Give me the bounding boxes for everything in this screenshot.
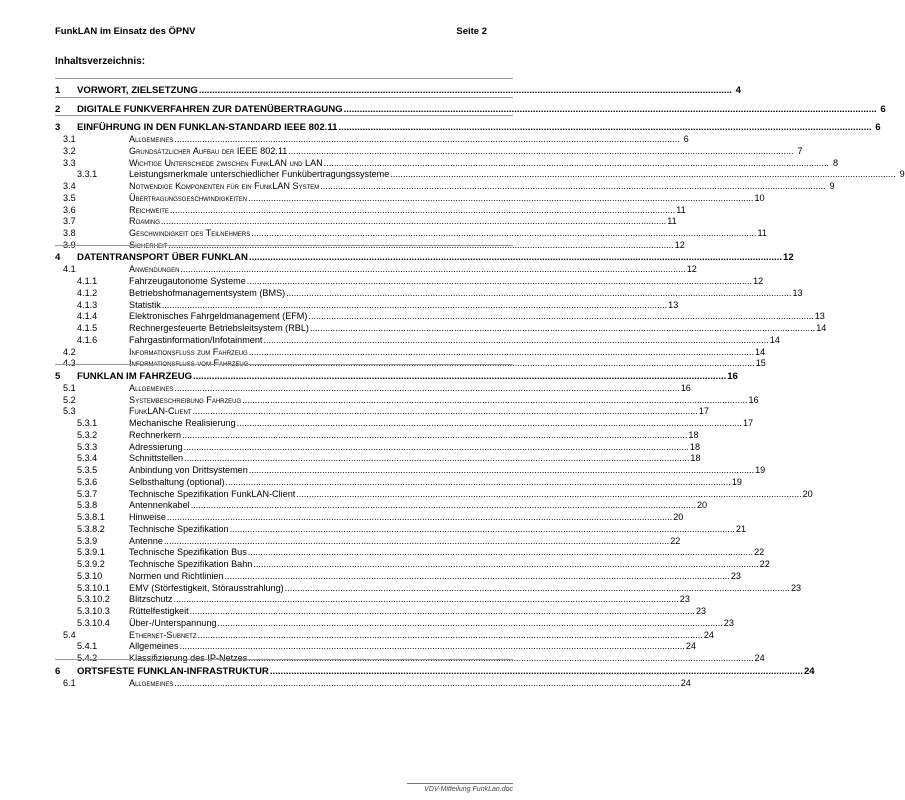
toc-entry-title: FunkLAN-Client xyxy=(129,406,192,417)
toc-entry-number: 5.4.1 xyxy=(77,641,98,652)
toc-leader-dots: ........................................................................................................................................................................................................ xyxy=(225,476,731,487)
toc-entry-title: Selbsthaltung (optional) xyxy=(129,476,225,487)
toc-entry-page: 6 xyxy=(683,134,689,144)
toc-entry-title: Hinweise xyxy=(129,512,166,522)
toc-entry-number: 5.3.5 xyxy=(77,465,98,475)
toc-entry-title: Blitzschutz xyxy=(129,594,173,605)
toc-leader-dots: ........................................................................................................................................................................................................ xyxy=(249,358,755,369)
toc-entry-number: 6.1 xyxy=(63,677,76,688)
toc-entry-page: 14 xyxy=(755,346,766,357)
toc-entry-number: 5.3.8 xyxy=(77,500,98,511)
toc-entry[interactable] xyxy=(63,227,767,239)
toc-entry-title: Roaming xyxy=(129,216,160,227)
toc-entry[interactable] xyxy=(63,464,766,476)
toc-entry[interactable] xyxy=(63,523,747,535)
toc-entry-number: 3.8 xyxy=(63,228,76,238)
toc-entry-number: 4.1.4 xyxy=(77,311,98,322)
toc-entry-title: Technische Spezifikation FunkLAN-Client xyxy=(129,488,296,499)
toc-entry-title: Allgemeines xyxy=(129,677,174,688)
toc-entry-page: 23 xyxy=(730,570,741,581)
toc-entry-page: 12 xyxy=(686,264,697,275)
toc-entry-page: 16 xyxy=(748,394,759,405)
toc-entry-title: Antennenkabel xyxy=(129,500,190,511)
toc-leader-dots: ........................................................................................................................................................................................................ xyxy=(180,264,686,275)
toc-entry-number: 5.3.8.1 xyxy=(77,512,105,522)
toc-leader-dots: ........................................................................................................................................................................................................ xyxy=(246,276,753,286)
toc-entry[interactable] xyxy=(63,570,741,582)
toc-entry[interactable] xyxy=(63,168,905,180)
toc-leader-dots: ........................................................................................................................................................................................................ xyxy=(236,418,742,428)
toc-entry-page: 22 xyxy=(759,559,770,569)
toc-entry-number: 4.1.6 xyxy=(77,334,98,345)
toc-leader-dots: ........................................................................................................................................................................................................ xyxy=(247,547,754,558)
toc-entry[interactable] xyxy=(63,499,708,511)
toc-entry-page: 19 xyxy=(731,476,742,487)
toc-entry[interactable] xyxy=(63,192,765,204)
toc-entry[interactable] xyxy=(63,145,803,157)
header-document-title: FunkLAN im Einsatz des ÖPNV xyxy=(55,26,196,37)
toc-entry-page: 23 xyxy=(790,582,802,593)
toc-entry-title: DATENTRANSPORT ÜBER FUNKLAN xyxy=(77,252,248,264)
toc-entry-title: Statistik xyxy=(129,299,161,310)
toc-entry[interactable] xyxy=(63,334,780,346)
toc-entry-number: 5.3.6 xyxy=(77,476,98,487)
toc-entry-page: 24 xyxy=(680,677,691,688)
toc-entry-number: 4.1.1 xyxy=(77,276,98,286)
toc-entry-number: 3 xyxy=(55,122,61,133)
toc-leader-dots: ........................................................................................................................................................................................................ xyxy=(189,606,695,616)
toc-entry[interactable] xyxy=(63,593,690,605)
toc-entry[interactable] xyxy=(63,429,699,441)
toc-leader-dots: ........................................................................................................................................................................................................ xyxy=(197,629,703,640)
header-page-number: Seite 2 xyxy=(456,26,487,37)
toc-entry[interactable] xyxy=(63,417,754,429)
toc-entry-number: 5.3.2 xyxy=(77,429,98,440)
toc-entry[interactable] xyxy=(63,215,677,227)
toc-entry-number: 5.3.10.1 xyxy=(77,582,110,593)
toc-entry-number: 5.3.9 xyxy=(77,535,98,546)
toc-entry-number: 4.1 xyxy=(63,264,76,275)
toc-leader-dots: ........................................................................................................................................................................................................ xyxy=(190,500,696,511)
section-divider xyxy=(55,78,513,79)
toc-leader-dots: ........................................................................................................................................................................................................ xyxy=(248,465,755,475)
footer-divider xyxy=(407,783,513,784)
toc-leader-dots: ........................................................................................................................................................................................................ xyxy=(217,617,723,628)
toc-entry[interactable] xyxy=(63,382,691,394)
toc-entry[interactable] xyxy=(63,535,681,547)
toc-entry-page: 18 xyxy=(689,441,701,452)
toc-entry-page: 23 xyxy=(679,594,690,605)
toc-entry-number: 4.3 xyxy=(63,358,76,369)
toc-entry[interactable] xyxy=(63,180,835,192)
toc-entry-page: 11 xyxy=(676,204,686,215)
toc-entry-number: 5.3.10.4 xyxy=(77,617,110,628)
toc-entry-number: 5.3.8.2 xyxy=(77,523,105,534)
toc-leader-dots: ........................................................................................................................................................................................................ xyxy=(183,441,689,452)
toc-entry-number: 5.3.9.2 xyxy=(77,559,105,569)
toc-entry[interactable] xyxy=(63,629,714,641)
toc-leader-dots: ........................................................................................................................................................................................................ xyxy=(296,488,802,499)
toc-entry-page: 20 xyxy=(802,488,813,499)
toc-entry-page: 16 xyxy=(680,382,691,393)
toc-entry-number: 3.3.1 xyxy=(77,169,98,180)
toc-leader-dots: ........................................................................................................................................................................................................ xyxy=(224,570,730,581)
toc-entry-number: 5.3.9.1 xyxy=(77,547,105,558)
toc-entry[interactable] xyxy=(63,488,813,500)
toc-entry-number: 5.3.7 xyxy=(77,488,98,499)
toc-entry-title: Elektronisches Fahrgeldmanagement (EFM) xyxy=(129,311,308,322)
toc-entry-title: Notwendige Komponenten für ein FunkLAN System xyxy=(129,181,320,191)
toc-leader-dots: ........................................................................................................................................................................................................ xyxy=(166,512,673,522)
toc-leader-dots: ........................................................................................................................................................................................................ xyxy=(168,239,674,250)
page-footer: VDV-Mitteilung FunkLan.doc xyxy=(424,786,513,793)
toc-entry-page: 6 xyxy=(880,103,886,115)
toc-entry-number: 3.3 xyxy=(63,157,76,168)
toc-leader-dots: ........................................................................................................................................................................................................ xyxy=(251,228,757,238)
toc-entry-number: 3.4 xyxy=(63,181,76,191)
toc-entry-page: 23 xyxy=(695,606,707,616)
toc-entry[interactable] xyxy=(63,263,697,275)
toc-entry-page: 18 xyxy=(690,453,701,464)
toc-entry-number: 5.3.10.3 xyxy=(77,606,110,616)
section-divider xyxy=(55,364,513,365)
toc-entry[interactable] xyxy=(63,605,707,617)
toc-entry-page: 9 xyxy=(829,181,835,191)
toc-leader-dots: ........................................................................................................................................................................................................ xyxy=(160,216,667,227)
toc-entry-number: 5.3.10.2 xyxy=(77,594,110,605)
toc-leader-dots: ........................................................................................................................................................................................................ xyxy=(248,346,755,357)
toc-entry[interactable] xyxy=(63,322,827,334)
toc-entry-page: 13 xyxy=(792,287,803,298)
toc-entry-number: 2 xyxy=(55,103,61,115)
toc-entry-page: 12 xyxy=(753,276,764,286)
toc-leader-dots: ........................................................................................................................................................................................................ xyxy=(269,665,803,677)
toc-entry[interactable] xyxy=(63,394,759,406)
toc-entry-title: ORTSFESTE FUNKLAN-INFRASTRUKTUR xyxy=(77,665,269,677)
toc-entry-title: FUNKLAN IM FAHRZEUG xyxy=(77,370,193,382)
toc-entry[interactable] xyxy=(63,558,770,570)
toc-entry-number: 3.2 xyxy=(63,145,76,156)
toc-leader-dots: ........................................................................................................................................................................................................ xyxy=(242,394,748,405)
toc-entry-number: 3.5 xyxy=(63,192,76,203)
toc-entry[interactable] xyxy=(55,103,886,116)
toc-entry-title: Antenne xyxy=(129,535,163,546)
toc-entry-page: 17 xyxy=(698,406,709,417)
toc-entry-number: 4 xyxy=(55,252,61,264)
toc-entry-page: 17 xyxy=(742,418,754,428)
toc-leader-dots: ........................................................................................................................................................................................................ xyxy=(173,594,679,605)
toc-entry[interactable] xyxy=(63,157,839,169)
toc-entry-title: Anwendungen xyxy=(129,264,180,275)
toc-leader-dots: ........................................................................................................................................................................................................ xyxy=(248,192,754,203)
toc-leader-dots: ........................................................................................................................................................................................................ xyxy=(248,653,754,663)
toc-entry-number: 5.3 xyxy=(63,406,76,417)
toc-entry-title: Geschwindigkeit des Teilnehmers xyxy=(129,228,251,238)
toc-entry-title: Reichweite xyxy=(129,204,169,215)
toc-leader-dots: ........................................................................................................................................................................................................ xyxy=(323,157,830,168)
toc-leader-dots: ........................................................................................................................................................................................................ xyxy=(284,582,790,593)
toc-entry-page: 9 xyxy=(899,169,905,180)
toc-entry-title: Systembeschreibung Fahrzeug xyxy=(129,394,242,405)
toc-entry-title: Fahrzeugautonome Systeme xyxy=(129,276,246,286)
toc-leader-dots: ........................................................................................................................................................................................................ xyxy=(248,252,782,264)
toc-entry-page: 13 xyxy=(668,299,679,310)
toc-title: Inhaltsverzeichnis: xyxy=(55,56,146,67)
toc-entry-page: 24 xyxy=(685,641,696,652)
toc-entry-title: Fahrgastinformation/Infotainment xyxy=(129,334,263,345)
toc-entry-title: Technische Spezifikation Bahn xyxy=(129,559,253,569)
toc-entry-title: Übertragungsgeschwindigkeiten xyxy=(129,192,248,203)
toc-entry[interactable] xyxy=(63,476,742,488)
toc-entry-title: Wichtige Unterschiede zwischen FunkLAN und LAN xyxy=(129,157,323,168)
toc-entry[interactable] xyxy=(63,204,686,216)
toc-entry-page: 12 xyxy=(674,239,685,250)
toc-entry-number: 5.3.4 xyxy=(77,453,98,464)
toc-entry-page: 12 xyxy=(783,252,794,264)
toc-entry[interactable] xyxy=(63,452,701,464)
toc-leader-dots: ........................................................................................................................................................................................................ xyxy=(174,677,680,688)
toc-entry-title: Rechnergesteuerte Betriebsleitsystem (RBL) xyxy=(129,323,309,333)
toc-entry[interactable] xyxy=(63,441,701,453)
toc-entry-title: DIGITALE FUNKVERFAHREN ZUR DATENÜBERTRAGUNG xyxy=(77,103,343,115)
toc-entry-page: 22 xyxy=(754,547,765,558)
toc-entry-title: Adressierung xyxy=(129,441,183,452)
toc-entry-number: 4.2 xyxy=(63,346,76,357)
toc-entry-title: Anbindung von Drittsystemen xyxy=(129,465,248,475)
toc-entry-page: 21 xyxy=(735,523,747,534)
toc-entry-number: 1 xyxy=(55,85,61,96)
toc-entry-title: Technische Spezifikation Bus xyxy=(129,547,247,558)
section-divider xyxy=(55,97,513,98)
toc-entry-title: Allgemeines xyxy=(129,641,179,652)
toc-leader-dots: ........................................................................................................................................................................................................ xyxy=(192,406,698,417)
toc-entry-page: 18 xyxy=(688,429,699,440)
toc-entry-number: 5.1 xyxy=(63,382,76,393)
toc-entry[interactable] xyxy=(63,275,764,287)
toc-entry[interactable] xyxy=(63,310,825,322)
toc-entry-page: 11 xyxy=(667,216,677,227)
toc-leader-dots: ........................................................................................................................................................................................................ xyxy=(390,169,896,180)
toc-entry-title: Betriebshofmanagementsystem (BMS) xyxy=(129,287,286,298)
toc-entry-page: 19 xyxy=(755,465,766,475)
toc-entry-page: 24 xyxy=(754,653,765,663)
toc-leader-dots: ........................................................................................................................................................................................................ xyxy=(308,311,814,322)
toc-entry-number: 3.9 xyxy=(63,239,76,250)
toc-leader-dots: ........................................................................................................................................................................................................ xyxy=(253,559,759,569)
toc-entry-title: Ethernet-Subnetz xyxy=(129,629,197,640)
toc-leader-dots: ........................................................................................................................................................................................................ xyxy=(309,323,816,333)
toc-entry-title: Allgemeines xyxy=(129,382,174,393)
toc-entry-page: 14 xyxy=(769,334,780,345)
toc-entry-page: 4 xyxy=(735,85,741,96)
toc-entry-title: Technische Spezifikation xyxy=(129,523,229,534)
toc-entry-page: 22 xyxy=(670,535,681,546)
toc-leader-dots: ........................................................................................................................................................................................................ xyxy=(163,535,670,546)
toc-entry-title: Normen und Richtlinien xyxy=(129,570,224,581)
toc-entry[interactable] xyxy=(55,85,741,97)
toc-entry-title: EINFÜHRUNG IN DEN FUNKLAN-STANDARD IEEE 802.11 xyxy=(77,122,338,133)
toc-leader-dots: ........................................................................................................................................................................................................ xyxy=(198,85,732,96)
toc-entry-number: 3.1 xyxy=(63,134,76,144)
section-divider xyxy=(55,115,513,116)
toc-entry-title: VORWORT, ZIELSETZUNG xyxy=(77,85,198,96)
toc-entry[interactable] xyxy=(63,511,684,523)
toc-entry-number: 5.3.1 xyxy=(77,418,98,428)
section-divider xyxy=(55,659,513,660)
toc-leader-dots: ........................................................................................................................................................................................................ xyxy=(184,453,690,464)
toc-entry-page: 6 xyxy=(875,122,881,133)
section-divider xyxy=(55,245,513,246)
toc-entry-title: Allgemeines xyxy=(129,134,174,144)
toc-entry-page: 20 xyxy=(697,500,708,511)
toc-leader-dots: ........................................................................................................................................................................................................ xyxy=(229,523,735,534)
toc-entry-number: 5.2 xyxy=(63,394,76,405)
toc-entry-page: 8 xyxy=(832,157,839,168)
toc-entry-page: 15 xyxy=(755,358,766,369)
toc-entry-title: Über-/Unterspannung xyxy=(129,617,217,628)
toc-entry-number: 6 xyxy=(55,665,61,677)
toc-leader-dots: ........................................................................................................................................................................................................ xyxy=(263,334,769,345)
toc-leader-dots: ........................................................................................................................................................................................................ xyxy=(193,370,727,382)
toc-entry-number: 4.1.2 xyxy=(77,287,98,298)
toc-entry-title: Rechnerkern xyxy=(129,429,182,440)
toc-leader-dots: ........................................................................................................................................................................................................ xyxy=(320,181,826,191)
toc-entry[interactable] xyxy=(63,582,802,594)
toc-leader-dots: ........................................................................................................................................................................................................ xyxy=(338,122,872,133)
toc-entry-number: 5.3.3 xyxy=(77,441,98,452)
toc-entry-title: Informationsfluss zum Fahrzeug xyxy=(129,346,248,357)
toc-entry-title: Sicherheit xyxy=(129,239,168,250)
toc-entry-page: 13 xyxy=(814,311,825,322)
toc-entry-number: 4.1.5 xyxy=(77,323,98,333)
toc-leader-dots: ........................................................................................................................................................................................................ xyxy=(343,103,877,115)
toc-entry[interactable] xyxy=(63,405,709,417)
toc-entry-page: 20 xyxy=(673,512,684,522)
toc-leader-dots: ........................................................................................................................................................................................................ xyxy=(169,204,676,215)
toc-entry-page: 24 xyxy=(703,629,714,640)
toc-entry-number: 5.3.10 xyxy=(77,570,103,581)
toc-entry-page: 10 xyxy=(754,192,765,203)
toc-leader-dots: ........................................................................................................................................................................................................ xyxy=(174,382,680,393)
toc-entry[interactable] xyxy=(63,546,765,558)
toc-entry-title: Schnittstellen xyxy=(129,453,184,464)
toc-entry-title: Informationsfluss vom Fahrzeug xyxy=(129,358,249,369)
toc-entry-title: EMV (Störfestigkeit, Störausstrahlung) xyxy=(129,582,284,593)
toc-entry-number: 5.4 xyxy=(63,629,76,640)
toc-entry-page: 24 xyxy=(803,665,815,677)
toc-entry[interactable] xyxy=(63,133,689,145)
toc-entry[interactable] xyxy=(63,346,766,358)
toc-entry-number: 3.7 xyxy=(63,216,76,227)
toc-entry-number: 4.1.3 xyxy=(77,299,98,310)
toc-leader-dots: ........................................................................................................................................................................................................ xyxy=(182,429,688,440)
toc-leader-dots: ........................................................................................................................................................................................................ xyxy=(179,641,685,652)
toc-entry-title: Leistungsmerkmale unterschiedlicher Funkübertragungssysteme xyxy=(129,169,390,180)
toc-entry-page: 11 xyxy=(757,228,767,238)
toc-entry[interactable] xyxy=(63,287,803,299)
toc-entry-title: Klassifizierung des IP-Netzes xyxy=(129,653,248,663)
toc-entry-page: 23 xyxy=(723,617,734,628)
toc-entry-page: 14 xyxy=(816,323,827,333)
toc-leader-dots: ........................................................................................................................................................................................................ xyxy=(174,134,680,144)
toc-entry[interactable] xyxy=(63,640,696,652)
toc-entry-number: 5 xyxy=(55,370,61,382)
toc-entry-title: Mechanische Realisierung xyxy=(129,418,236,428)
toc-entry-page: 7 xyxy=(797,145,803,156)
toc-entry[interactable] xyxy=(63,299,679,311)
toc-entry-number: 5.4.2 xyxy=(77,653,98,663)
toc-entry-title: Grundsätzlicher Aufbau der IEEE 802.11 xyxy=(129,145,288,156)
toc-entry-title: Rüttelfestigkeit xyxy=(129,606,189,616)
toc-entry-number: 3.6 xyxy=(63,204,76,215)
toc-leader-dots: ........................................................................................................................................................................................................ xyxy=(286,287,792,298)
toc-entry[interactable] xyxy=(63,677,691,689)
toc-leader-dots: ........................................................................................................................................................................................................ xyxy=(288,145,794,156)
toc-leader-dots: ........................................................................................................................................................................................................ xyxy=(161,299,668,310)
toc-entry[interactable] xyxy=(63,617,734,629)
toc-entry-page: 16 xyxy=(727,370,738,382)
